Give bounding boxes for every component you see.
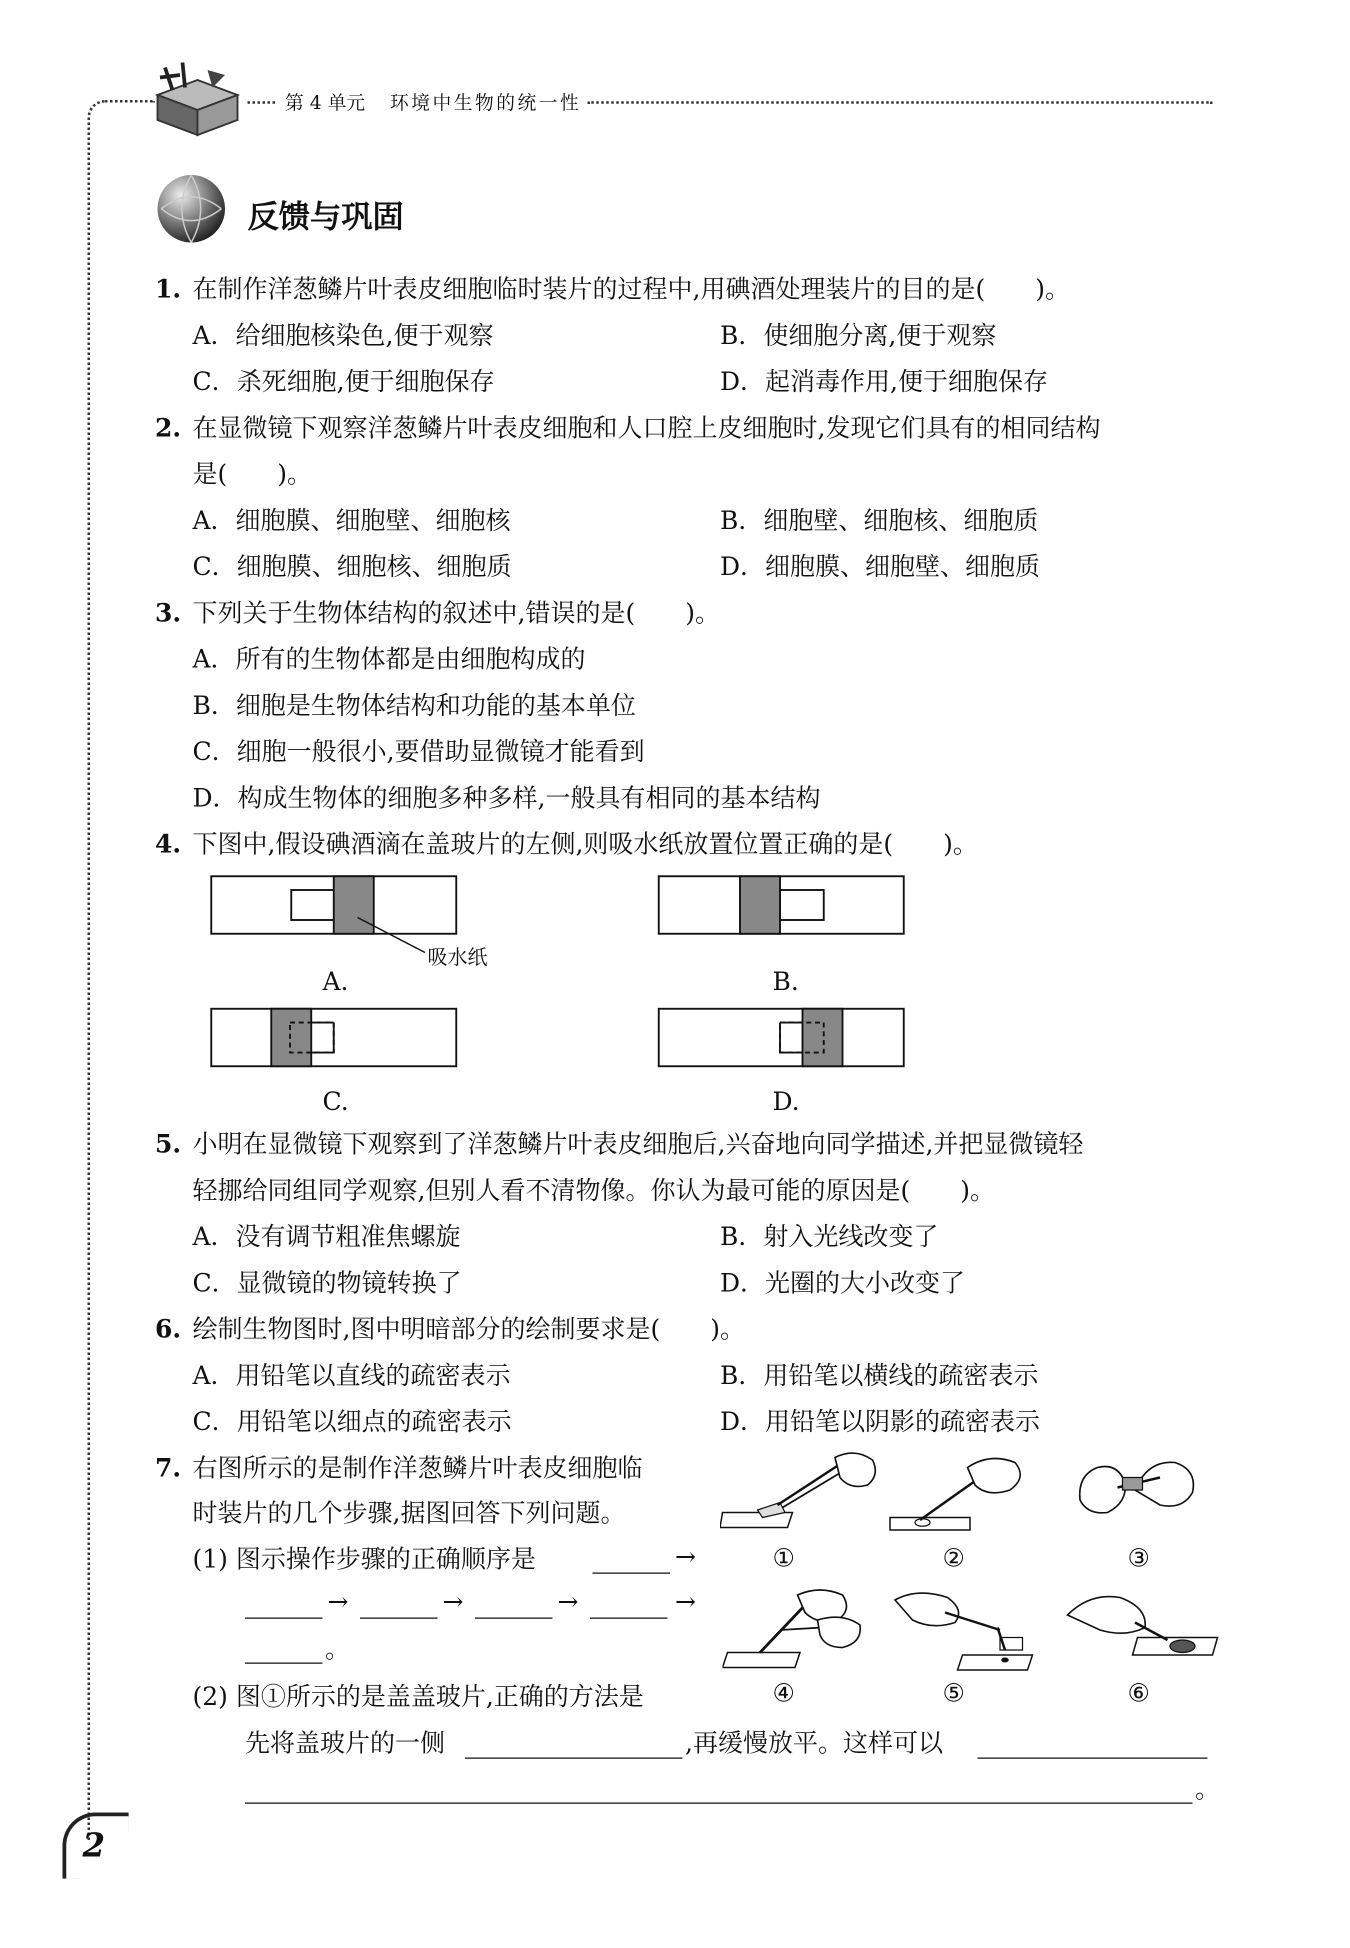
q7-order-blank-6[interactable] <box>245 1638 323 1664</box>
q7-step3-illustration <box>1073 1450 1211 1538</box>
q6-option-a: A．用铅笔以直线的疏密表示 <box>192 1360 511 1390</box>
q7-step1-illustration <box>720 1448 883 1536</box>
q7-step5-label: ⑤ <box>942 1677 965 1708</box>
q4-figure-d <box>658 1008 908 1071</box>
q1-option-d: D．起消毒作用,便于细胞保存 <box>720 366 1049 397</box>
header-logo-icon <box>148 58 248 146</box>
q4-figure-b <box>658 875 908 938</box>
q1-text: 在制作洋葱鳞片叶表皮细胞临时装片的过程中,用碘酒处理装片的目的是( )。 <box>192 273 1070 304</box>
q7-arrow-2: → <box>327 1586 349 1617</box>
q3-option-a: A．所有的生物体都是由细胞构成的 <box>192 643 586 674</box>
q6-option-d: D．用铅笔以阴影的疏密表示 <box>720 1406 1041 1437</box>
q7-text: 右图所示的是制作洋葱鳞片叶表皮细胞临 <box>192 1452 643 1483</box>
q7-step6-illustration <box>1065 1588 1225 1676</box>
q4-label-a: A. <box>322 966 349 997</box>
header-dots-left <box>248 101 276 104</box>
q7-sub2-text: (2) 图①所示的是盖盖玻片,正确的方法是 <box>192 1681 644 1712</box>
q7-step3-label: ③ <box>1127 1542 1150 1573</box>
page-number: 2 <box>82 1827 106 1865</box>
header-title: 环境中生物的统一性 <box>390 91 582 114</box>
q7-order-blank-4[interactable] <box>475 1593 553 1619</box>
q7-step2-label: ② <box>942 1542 965 1573</box>
q7-number: 7. <box>155 1452 182 1483</box>
q7-step4-illustration <box>723 1585 886 1675</box>
q7-arrow-4: → <box>557 1586 579 1617</box>
q7-step5-illustration <box>890 1585 1040 1675</box>
q7-period-2: 。 <box>1195 1773 1220 1804</box>
sphere-icon <box>155 173 228 246</box>
q5-option-d: D．光圈的大小改变了 <box>720 1267 966 1298</box>
q6-option-b: B．用铅笔以横线的疏密表示 <box>720 1360 1039 1390</box>
q4-label-c: C. <box>322 1086 349 1117</box>
q3-option-c: C．细胞一般很小,要借助显微镜才能看到 <box>192 736 645 767</box>
header-dots-right <box>588 101 1213 104</box>
q5-option-c: C．显微镜的物镜转换了 <box>192 1267 462 1298</box>
q7-arrow-1: → <box>675 1541 696 1572</box>
q3-text: 下列关于生物体结构的叙述中,错误的是( )。 <box>192 597 720 628</box>
q7-sub1-text: (1) 图示操作步骤的正确顺序是 <box>192 1543 536 1574</box>
q4-label-b: B. <box>772 966 799 997</box>
q7-order-blank-3[interactable] <box>360 1593 438 1619</box>
q2-option-a: A．细胞膜、细胞壁、细胞核 <box>192 505 511 535</box>
q5-option-a: A．没有调节粗准焦螺旋 <box>192 1221 461 1252</box>
header-unit: 第 4 单元 <box>285 91 366 114</box>
q6-option-c: C．用铅笔以细点的疏密表示 <box>192 1406 512 1437</box>
header-frame-line <box>88 100 156 1840</box>
q2-option-d: D．细胞膜、细胞壁、细胞质 <box>720 551 1041 582</box>
q3-option-b: B．细胞是生物体结构和功能的基本单位 <box>192 690 636 720</box>
q5-option-b: B．射入光线改变了 <box>720 1221 939 1252</box>
q4-label-d: D. <box>772 1086 800 1117</box>
q4-figure-c <box>210 1008 460 1071</box>
q5-text-cont: 轻挪给同组同学观察,但别人看不清物像。你认为最可能的原因是( )。 <box>192 1175 995 1205</box>
q1-number: 1. <box>155 273 182 304</box>
q5-text: 小明在显微镜下观察到了洋葱鳞片叶表皮细胞后,兴奋地向同学描述,并把显微镜轻 <box>192 1128 1084 1159</box>
q7-sub2-start: 先将盖玻片的一侧 <box>245 1727 445 1758</box>
q7-method-blank[interactable] <box>465 1733 683 1759</box>
q2-option-b: B．细胞壁、细胞核、细胞质 <box>720 505 1039 535</box>
q1-option-b: B．使细胞分离,便于观察 <box>720 320 997 350</box>
q3-option-d: D．构成生物体的细胞多种多样,一般具有相同的基本结构 <box>192 782 821 813</box>
q4-number: 4. <box>155 828 182 859</box>
q7-order-blank-1[interactable] <box>593 1548 671 1574</box>
q5-number: 5. <box>155 1128 182 1159</box>
q2-text: 在显微镜下观察洋葱鳞片叶表皮细胞和人口腔上皮细胞时,发现它们具有的相同结构 <box>192 412 1101 443</box>
q7-arrow-5: → <box>675 1586 696 1617</box>
q7-order-blank-5[interactable] <box>590 1593 668 1619</box>
q3-number: 3. <box>155 597 182 628</box>
q4-text: 下图中,假设碘酒滴在盖玻片的左侧,则吸水纸放置位置正确的是( )。 <box>192 828 978 859</box>
q1-option-c: C．杀死细胞,便于细胞保存 <box>192 366 495 397</box>
q7-text-cont: 时装片的几个步骤,据图回答下列问题。 <box>192 1497 626 1528</box>
q2-option-c: C．细胞膜、细胞核、细胞质 <box>192 551 512 582</box>
q7-sub2-middle: ,再缓慢放平。这样可以 <box>685 1727 943 1758</box>
q6-number: 6. <box>155 1313 182 1344</box>
q7-step2-illustration <box>885 1450 1048 1538</box>
q2-number: 2. <box>155 412 182 443</box>
q7-step1-label: ① <box>772 1542 795 1573</box>
section-title: 反馈与巩固 <box>247 198 404 235</box>
q7-purpose-blank-2[interactable] <box>245 1778 1193 1804</box>
q7-step6-label: ⑥ <box>1127 1677 1150 1708</box>
q2-text-cont: 是( )。 <box>192 458 313 489</box>
q7-order-blank-2[interactable] <box>245 1593 323 1619</box>
q4-callout-label: 吸水纸 <box>427 945 488 969</box>
q7-step4-label: ④ <box>772 1677 795 1708</box>
q7-purpose-blank-1[interactable] <box>978 1733 1208 1759</box>
q7-period-1: 。 <box>325 1633 350 1664</box>
q1-option-a: A．给细胞核染色,便于观察 <box>192 320 494 350</box>
q7-arrow-3: → <box>442 1586 464 1617</box>
q6-text: 绘制生物图时,图中明暗部分的绘制要求是( )。 <box>192 1313 745 1344</box>
